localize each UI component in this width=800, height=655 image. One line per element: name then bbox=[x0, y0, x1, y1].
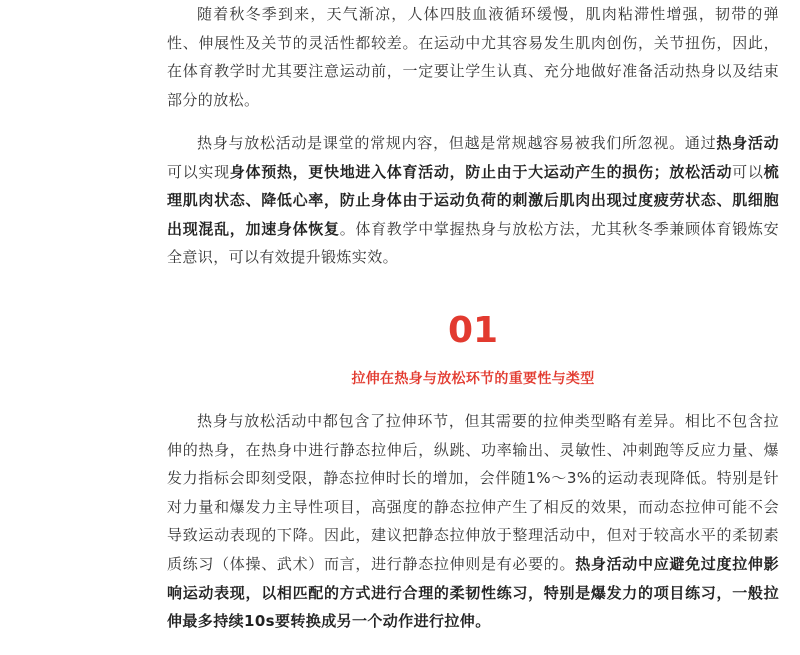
text-run: 热身与放松活动是课堂的常规内容，但越是常规越容易被我们所忽视。通过 bbox=[197, 134, 717, 152]
text-run: 可以实现 bbox=[167, 162, 230, 181]
bold-text-run: 热身活动中应避免过度拉伸影响运动表现，以相匹配的方式进行合理的柔韧性练习，特别是爆发力的项目练习，一般拉伸最多持续10s要转换成另一个动作进行拉伸。 bbox=[167, 554, 780, 631]
bold-text-run: 梳理肌肉状态、降低心率，防止身体由于运动负荷的刺激后肌肉出现过度疲劳状态、肌细胞出现混乱，加速身体恢复 bbox=[167, 162, 779, 238]
section-number: 01 bbox=[447, 310, 499, 351]
text-run: 可以 bbox=[732, 162, 764, 181]
text-run: 。体育教学中掌握热身与放松方法，尤其秋冬季兼顾体育锻炼安全意识，可以有效提升锻炼实效。 bbox=[167, 219, 779, 267]
bold-text-run: 身体预热，更快地进入体育活动，防止由于大运动产生的损伤；放松活动 bbox=[229, 162, 733, 181]
text-run: 随着秋冬季到来，天气渐凉，人体四肢血液循环缓慢，肌肉粘滞性增强，韧带的弹性、伸展性及关节的灵活性都较差。在运动中尤其容易发生肌肉创伤，关节扭伤，因此，在体育教学时尤其要注意运动前，一定要让学生认真、充分地做好准备活动热身以及结束部分的放松。 bbox=[167, 5, 779, 109]
section-title: 拉伸在热身与放松环节的重要性与类型 bbox=[351, 371, 595, 387]
stretching-paragraph bbox=[167, 407, 779, 636]
bold-text-run: 热身活动 bbox=[716, 134, 779, 152]
text-run: 热身与放松活动中都包含了拉伸环节，但其需要的拉伸类型略有差异。相比不包含拉伸的热身，在热身中进行静态拉伸后，纵跳、功率输出、灵敏性、冲刺跑等反应力量、爆发力指标会即刻受限，静态拉伸时长的增加，会伴随1%～3%的运动表现降低。特别是针对力量和爆发力主导性项目，高强度的静态拉伸产生了相反的效果，而动态拉伸可能不会导致运动表现的下降。因此，建议把静态拉伸放于整理活动中，但对于较高水平的柔韧素质练习（体操、武术）而言，进行静态拉伸则是有必要的。 bbox=[167, 412, 779, 573]
warmup-cooldown-paragraph bbox=[167, 129, 779, 272]
intro-paragraph bbox=[167, 0, 779, 114]
